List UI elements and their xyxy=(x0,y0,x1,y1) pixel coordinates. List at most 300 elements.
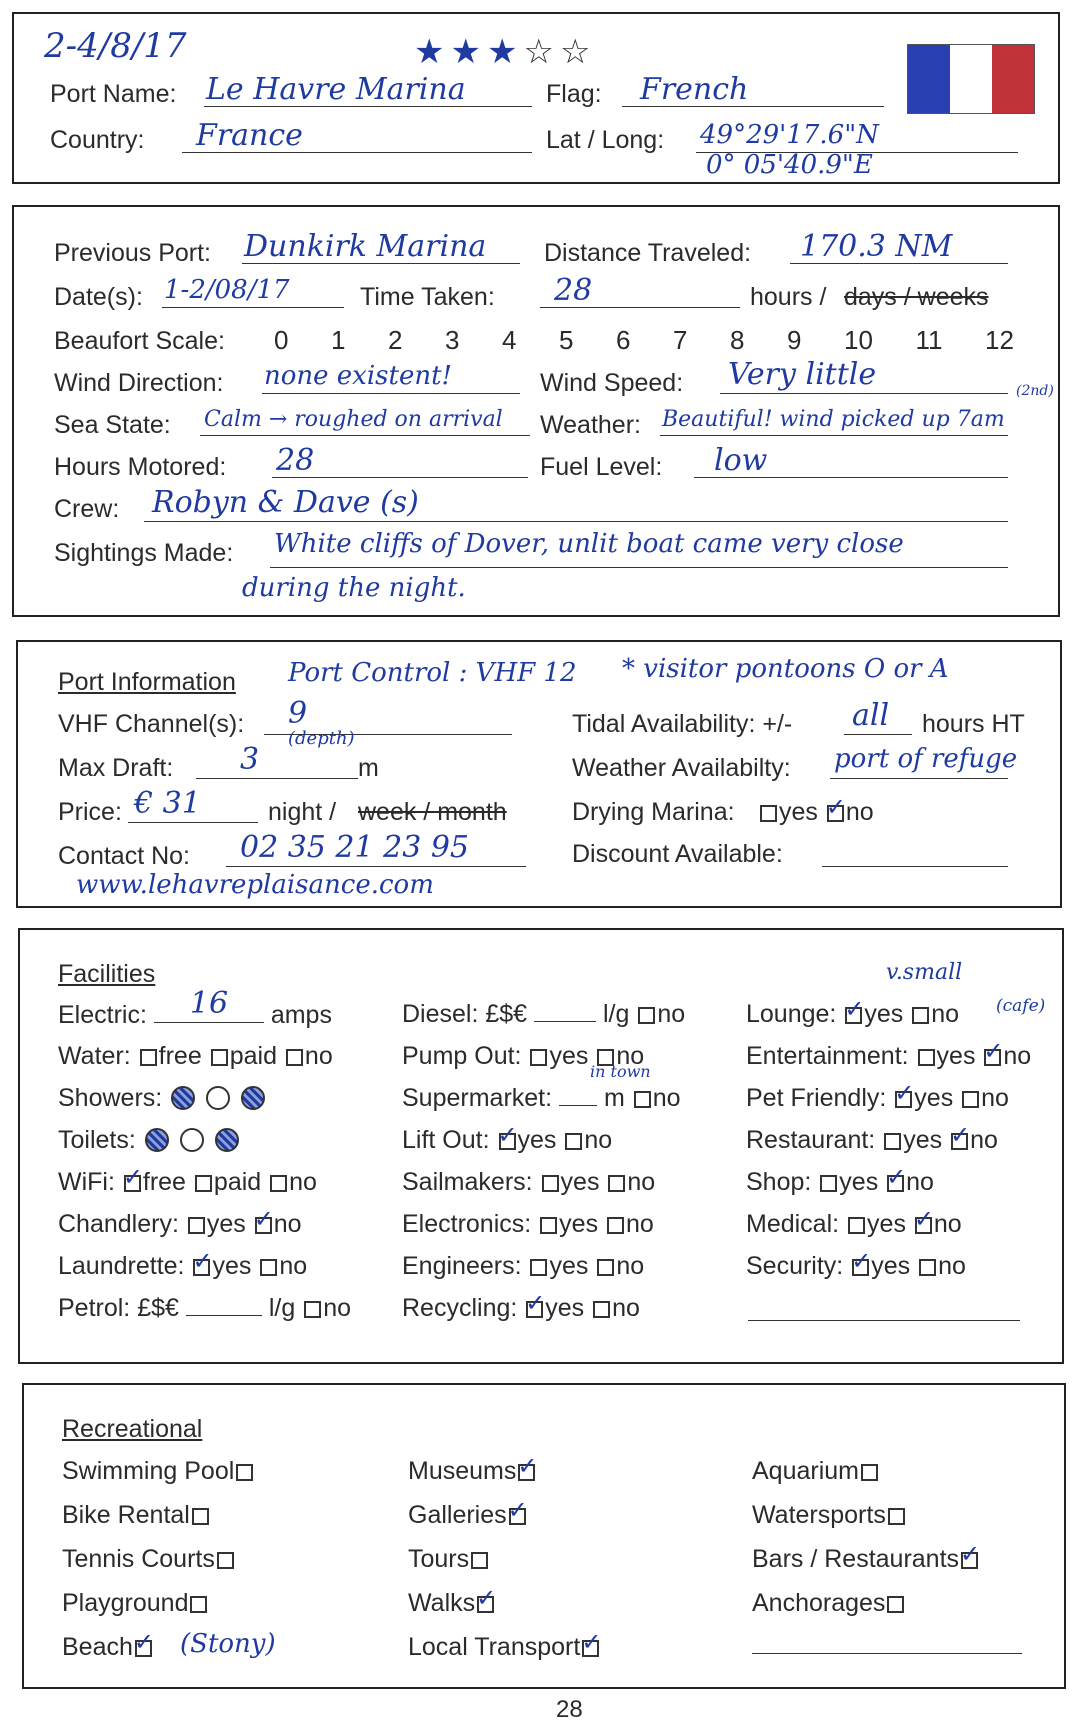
rec-item-bike-rental xyxy=(62,1501,211,1530)
shop-yes-checkbox[interactable] xyxy=(820,1175,837,1192)
recreational-blank-line xyxy=(752,1653,1022,1654)
shop-no-checkbox[interactable] xyxy=(887,1175,904,1192)
no-label: no xyxy=(981,1084,1009,1112)
free-label: free xyxy=(158,1042,202,1070)
recycling-label: Recycling: xyxy=(402,1294,518,1322)
hours-motored-line xyxy=(272,477,528,478)
country-label: Country: xyxy=(50,126,145,154)
engineers-yes-checkbox[interactable] xyxy=(530,1259,547,1276)
flag-line xyxy=(622,106,884,107)
yes-label: yes xyxy=(839,1168,879,1196)
recreational-box xyxy=(22,1383,1066,1689)
rec-label: Anchorages xyxy=(752,1589,886,1617)
rec-item-tours xyxy=(408,1545,490,1574)
country-line xyxy=(182,152,532,153)
rec-item-galleries xyxy=(408,1501,528,1530)
entertainment-yes-checkbox[interactable] xyxy=(918,1049,935,1066)
previous-port-value[interactable]: Dunkirk Marina xyxy=(244,229,487,264)
weather-label: Weather: xyxy=(540,411,641,439)
restaurant-yes-checkbox[interactable] xyxy=(884,1133,901,1150)
crew-line xyxy=(144,521,1008,522)
port-header-box xyxy=(12,12,1060,184)
max-draft-unit: m xyxy=(358,754,379,782)
facilities-heading: Facilities xyxy=(58,960,156,988)
bars-restaurants-checkbox[interactable] xyxy=(961,1552,978,1569)
yes-label: yes xyxy=(871,1252,911,1280)
no-label: no xyxy=(933,1210,962,1238)
star-empty-icon: ☆ xyxy=(523,32,560,72)
engineers-row xyxy=(402,1252,644,1281)
yes-label: yes xyxy=(779,798,818,826)
pump-out-yes-checkbox[interactable] xyxy=(530,1049,547,1066)
lounge-yes-checkbox[interactable] xyxy=(845,1007,862,1024)
latlong-label: Lat / Long: xyxy=(546,126,665,154)
star-icon: ★ xyxy=(450,32,487,72)
engineers-label: Engineers: xyxy=(402,1252,522,1280)
drying-marina-options xyxy=(758,798,874,827)
lg-label: l/g xyxy=(268,1294,296,1322)
sightings-line xyxy=(270,567,1008,568)
rating-stars[interactable] xyxy=(414,32,596,72)
time-taken-line xyxy=(540,307,740,308)
yes-label: yes xyxy=(867,1210,906,1238)
water-free-checkbox[interactable] xyxy=(140,1049,157,1066)
beaufort-3[interactable]: 3 xyxy=(445,325,460,355)
dates-line xyxy=(162,307,344,308)
toilets-neutral-face-icon[interactable] xyxy=(180,1128,204,1152)
tidal-availability-line xyxy=(844,734,912,735)
yes-label: yes xyxy=(914,1084,954,1112)
drying-marina-label: Drying Marina: xyxy=(572,798,735,826)
supermarket-no-checkbox[interactable] xyxy=(634,1091,651,1108)
beaufort-7[interactable]: 7 xyxy=(673,325,688,355)
discount-line xyxy=(822,866,1008,867)
rec-item-beach xyxy=(62,1633,154,1662)
rec-item-tennis-courts xyxy=(62,1545,236,1574)
yes-label: yes xyxy=(560,1168,600,1196)
paid-label: paid xyxy=(213,1168,262,1196)
electric-value[interactable]: 16 xyxy=(189,986,229,1021)
lift-out-label: Lift Out: xyxy=(402,1126,490,1154)
long-value[interactable]: 0° 05'40.9"E xyxy=(706,150,873,180)
weather-availability-value[interactable]: port of refuge xyxy=(834,744,1018,774)
showers-happy-face-icon[interactable] xyxy=(241,1086,265,1110)
yes-label: yes xyxy=(903,1126,943,1154)
yes-label: yes xyxy=(517,1126,557,1154)
previous-port-label: Previous Port: xyxy=(54,239,212,267)
flag-stripe-red xyxy=(992,45,1034,113)
supermarket-label: Supermarket: xyxy=(402,1084,553,1112)
port-name-label: Port Name: xyxy=(50,80,177,108)
lounge-no-checkbox[interactable] xyxy=(912,1007,929,1024)
yes-label: yes xyxy=(936,1042,976,1070)
fuel-level-value[interactable]: low xyxy=(714,443,768,478)
security-yes-checkbox[interactable] xyxy=(852,1259,869,1276)
no-label: no xyxy=(304,1042,333,1070)
electric-row xyxy=(58,986,332,1030)
shop-label: Shop: xyxy=(746,1168,812,1196)
aquarium-checkbox[interactable] xyxy=(861,1464,878,1481)
port-information-box xyxy=(16,640,1062,908)
water-no-checkbox[interactable] xyxy=(286,1049,303,1066)
yes-label: yes xyxy=(559,1210,599,1238)
flag-stripe-white xyxy=(950,45,992,113)
chandlery-yes-checkbox[interactable] xyxy=(188,1217,205,1234)
rec-item-museums xyxy=(408,1457,537,1486)
sailmakers-yes-checkbox[interactable] xyxy=(542,1175,559,1192)
medical-no-checkbox[interactable] xyxy=(915,1217,932,1234)
time-taken-value[interactable]: 28 xyxy=(554,273,593,308)
no-label: no xyxy=(323,1294,351,1322)
water-paid-checkbox[interactable] xyxy=(211,1049,228,1066)
distance-label: Distance Traveled: xyxy=(544,239,752,267)
no-label: no xyxy=(906,1168,934,1196)
port-name-value[interactable]: Le Havre Marina xyxy=(206,72,466,107)
no-label: no xyxy=(1003,1042,1032,1070)
country-flag xyxy=(907,44,1035,114)
tours-checkbox[interactable] xyxy=(471,1552,488,1569)
electric-field[interactable] xyxy=(154,986,264,1023)
vhf-channel-label: VHF Channel(s): xyxy=(58,710,245,738)
beaufort-6[interactable]: 6 xyxy=(616,325,631,355)
pump-out-label: Pump Out: xyxy=(402,1042,522,1070)
sea-state-line xyxy=(200,435,530,436)
no-label: no xyxy=(845,798,874,826)
country-value[interactable]: France xyxy=(196,118,303,153)
restaurant-row xyxy=(746,1126,998,1155)
entertainment-row xyxy=(746,1042,1031,1071)
shop-row xyxy=(746,1168,934,1197)
no-label: no xyxy=(279,1252,308,1280)
tidal-unit: hours HT xyxy=(922,710,1025,738)
port-control-note[interactable]: Port Control : VHF 12 xyxy=(288,658,577,688)
m-label: m xyxy=(603,1084,625,1112)
contact-number-value[interactable]: 02 35 21 23 95 xyxy=(240,830,470,865)
beaufort-8[interactable]: 8 xyxy=(730,325,745,355)
wind-direction-label: Wind Direction: xyxy=(54,369,224,397)
wind-speed-label: Wind Speed: xyxy=(540,369,684,397)
electric-unit: amps xyxy=(270,1001,332,1029)
beach-checkbox[interactable] xyxy=(135,1640,152,1657)
contact-number-line xyxy=(226,866,526,867)
wind-speed-line xyxy=(720,393,1008,394)
lift-out-row xyxy=(402,1126,612,1155)
recycling-row xyxy=(402,1294,640,1323)
chandlery-label: Chandlery: xyxy=(58,1210,179,1238)
price-unit-night: night / xyxy=(268,798,337,826)
tidal-availability-value[interactable]: all xyxy=(852,698,890,733)
no-label: no xyxy=(616,1252,645,1280)
electric-label: Electric: xyxy=(58,1001,147,1029)
star-icon: ★ xyxy=(414,32,451,72)
paid-label: paid xyxy=(229,1042,277,1070)
fuel-level-line xyxy=(694,477,1008,478)
no-label: no xyxy=(652,1084,681,1112)
beaufort-10[interactable]: 10 xyxy=(844,325,873,355)
price-line xyxy=(128,822,258,823)
wifi-free-checkbox[interactable] xyxy=(124,1175,141,1192)
contact-number-label: Contact No: xyxy=(58,842,191,870)
no-label: no xyxy=(938,1252,966,1280)
laundrette-row xyxy=(58,1252,307,1281)
chandlery-row xyxy=(58,1210,302,1239)
drying-yes-checkbox[interactable] xyxy=(760,805,777,822)
toilets-sad-face-icon[interactable] xyxy=(145,1128,169,1152)
yes-label: yes xyxy=(864,1000,904,1028)
rec-label: Walks xyxy=(408,1589,476,1617)
wifi-label: WiFi: xyxy=(58,1168,115,1196)
hours-motored-value[interactable]: 28 xyxy=(276,443,315,478)
bike-rental-checkbox[interactable] xyxy=(192,1508,209,1525)
weather-value[interactable]: Beautiful! wind picked up 7am xyxy=(662,407,1005,432)
website-value[interactable]: www.lehavreplaisance.com xyxy=(76,870,434,900)
electronics-yes-checkbox[interactable] xyxy=(540,1217,557,1234)
electronics-label: Electronics: xyxy=(402,1210,532,1238)
no-label: no xyxy=(626,1210,654,1238)
rec-item-anchorages xyxy=(752,1589,906,1618)
rec-label: Tennis Courts xyxy=(62,1545,215,1573)
sailmakers-label: Sailmakers: xyxy=(402,1168,533,1196)
rec-item-watersports xyxy=(752,1501,907,1530)
facilities-box xyxy=(18,928,1064,1364)
previous-port-line xyxy=(242,263,520,264)
medical-row xyxy=(746,1210,962,1239)
time-unit-hours: hours / xyxy=(750,283,827,311)
port-information-heading: Port Information xyxy=(58,668,236,696)
no-label: no xyxy=(627,1168,656,1196)
medical-yes-checkbox[interactable] xyxy=(848,1217,865,1234)
max-draft-line xyxy=(196,778,358,779)
rec-label: Bike Rental xyxy=(62,1501,190,1529)
wind-direction-line xyxy=(262,393,520,394)
yes-label: yes xyxy=(545,1294,585,1322)
discount-label: Discount Available: xyxy=(572,840,783,868)
petrol-no-checkbox[interactable] xyxy=(304,1301,321,1318)
rec-label: Museums xyxy=(408,1457,517,1485)
diesel-label: Diesel: £$€ xyxy=(402,1000,528,1028)
rec-label: Local Transport xyxy=(408,1633,581,1661)
rec-label: Galleries xyxy=(408,1501,507,1529)
pet-friendly-no-checkbox[interactable] xyxy=(962,1091,979,1108)
weather-line xyxy=(660,435,1008,436)
no-label: no xyxy=(584,1126,613,1154)
diesel-price-field[interactable] xyxy=(534,1001,596,1022)
sightings-label: Sightings Made: xyxy=(54,539,234,567)
tidal-availability-label: Tidal Availability: +/- xyxy=(572,710,793,738)
no-label: no xyxy=(273,1210,302,1238)
dates-value[interactable]: 1-2/08/17 xyxy=(164,275,290,305)
sightings-line-2[interactable]: during the night. xyxy=(242,573,466,603)
distance-line xyxy=(790,263,1008,264)
supermarket-distance-field[interactable] xyxy=(559,1085,597,1106)
recycling-yes-checkbox[interactable] xyxy=(526,1301,543,1318)
restaurant-label: Restaurant: xyxy=(746,1126,876,1154)
medical-label: Medical: xyxy=(746,1210,840,1238)
wind-speed-value[interactable]: Very little xyxy=(728,357,877,392)
price-value[interactable]: € 31 xyxy=(134,786,201,821)
voyage-box xyxy=(12,205,1060,617)
vhf-channel-value[interactable]: 9 xyxy=(288,696,308,731)
petrol-row xyxy=(58,1294,351,1323)
rec-label: Playground xyxy=(62,1589,189,1617)
sailmakers-no-checkbox[interactable] xyxy=(608,1175,625,1192)
museums-checkbox[interactable] xyxy=(518,1464,535,1481)
recreational-heading: Recreational xyxy=(62,1415,203,1443)
beaufort-0[interactable]: 0 xyxy=(274,325,289,355)
pet-friendly-label: Pet Friendly: xyxy=(746,1084,887,1112)
beaufort-scale xyxy=(274,325,1014,356)
weather-note[interactable]: (2nd) xyxy=(1016,383,1054,399)
laundrette-yes-checkbox[interactable] xyxy=(193,1259,210,1276)
visit-date[interactable]: 2-4/8/17 xyxy=(44,26,187,66)
beaufort-2[interactable]: 2 xyxy=(388,325,403,355)
yes-label: yes xyxy=(549,1042,589,1070)
no-label: no xyxy=(970,1126,998,1154)
lg-label: l/g xyxy=(602,1000,630,1028)
yes-label: yes xyxy=(212,1252,252,1280)
restaurant-no-checkbox[interactable] xyxy=(951,1133,968,1150)
walks-checkbox[interactable] xyxy=(477,1596,494,1613)
laundrette-label: Laundrette: xyxy=(58,1252,185,1280)
electronics-row xyxy=(402,1210,654,1239)
max-draft-note[interactable]: (depth) xyxy=(288,728,355,749)
time-unit-days: days / weeks xyxy=(844,283,989,311)
diesel-no-checkbox[interactable] xyxy=(638,1007,655,1024)
crew-value[interactable]: Robyn & Dave (s) xyxy=(152,485,419,520)
yes-label: yes xyxy=(206,1210,246,1238)
rec-item-aquarium xyxy=(752,1457,880,1486)
rec-label: Bars / Restaurants xyxy=(752,1545,960,1573)
rec-item-local-transport xyxy=(408,1633,601,1662)
beaufort-9[interactable]: 9 xyxy=(787,325,802,355)
rec-item-playground xyxy=(62,1589,209,1618)
local-transport-checkbox[interactable] xyxy=(582,1640,599,1657)
electronics-no-checkbox[interactable] xyxy=(607,1217,624,1234)
rec-item-walks xyxy=(408,1589,496,1618)
time-taken-label: Time Taken: xyxy=(360,283,495,311)
showers-sad-face-icon[interactable] xyxy=(171,1086,195,1110)
pet-friendly-row xyxy=(746,1084,1009,1113)
rec-item-swimming-pool xyxy=(62,1457,255,1486)
no-label: no xyxy=(289,1168,317,1196)
flag-stripe-blue xyxy=(908,45,950,113)
entertainment-label: Entertainment: xyxy=(746,1042,909,1070)
sea-state-label: Sea State: xyxy=(54,411,171,439)
max-draft-value[interactable]: 3 xyxy=(240,742,260,777)
distance-value[interactable]: 170.3 NM xyxy=(800,229,953,264)
laundrette-no-checkbox[interactable] xyxy=(260,1259,277,1276)
lounge-label: Lounge: xyxy=(746,1000,837,1028)
diesel-row xyxy=(402,1000,685,1029)
wifi-no-checkbox[interactable] xyxy=(270,1175,287,1192)
lounge-row xyxy=(746,1000,959,1029)
recycling-no-checkbox[interactable] xyxy=(593,1301,610,1318)
weather-availability-line xyxy=(830,778,1008,779)
wind-direction-value[interactable]: none existent! xyxy=(264,361,452,391)
lift-out-yes-checkbox[interactable] xyxy=(499,1133,516,1150)
rec-item-bars-restaurants xyxy=(752,1545,980,1574)
playground-checkbox[interactable] xyxy=(190,1596,207,1613)
supermarket-row xyxy=(402,1084,681,1113)
price-unit-other: week / month xyxy=(358,798,507,826)
rec-label: Tours xyxy=(408,1545,470,1573)
lat-value[interactable]: 49°29'17.6"N xyxy=(700,120,879,150)
no-label: no xyxy=(612,1294,640,1322)
beaufort-11[interactable]: 11 xyxy=(915,325,943,355)
price-label: Price: xyxy=(58,798,122,826)
facilities-blank-line xyxy=(748,1320,1020,1321)
beach-note[interactable]: (Stony) xyxy=(180,1629,276,1659)
weather-availability-label: Weather Availabilty: xyxy=(572,754,791,782)
page-number: 28 xyxy=(556,1696,583,1723)
water-row xyxy=(58,1042,333,1071)
entertainment-no-checkbox[interactable] xyxy=(984,1049,1001,1066)
hours-motored-label: Hours Motored: xyxy=(54,453,227,481)
max-draft-label: Max Draft: xyxy=(58,754,174,782)
tennis-courts-checkbox[interactable] xyxy=(217,1552,234,1569)
yes-label: yes xyxy=(549,1252,589,1280)
wifi-row xyxy=(58,1168,317,1197)
star-empty-icon: ☆ xyxy=(559,32,597,72)
no-label: no xyxy=(616,1042,645,1070)
toilets-label: Toilets: xyxy=(58,1126,136,1154)
beaufort-5[interactable]: 5 xyxy=(559,325,574,355)
visitor-pontoons-note[interactable]: * visitor pontoons O or A xyxy=(622,654,949,684)
pet-friendly-yes-checkbox[interactable] xyxy=(895,1091,912,1108)
supermarket-note[interactable]: in town xyxy=(590,1062,651,1081)
no-label: no xyxy=(931,1000,959,1028)
rec-label: Swimming Pool xyxy=(62,1457,235,1485)
security-row xyxy=(746,1252,966,1281)
chandlery-no-checkbox[interactable] xyxy=(255,1217,272,1234)
toilets-row xyxy=(58,1126,241,1155)
toilets-happy-face-icon[interactable] xyxy=(215,1128,239,1152)
sea-state-value[interactable]: Calm → roughed on arrival xyxy=(204,407,503,432)
engineers-no-checkbox[interactable] xyxy=(597,1259,614,1276)
petrol-price-field[interactable] xyxy=(186,1295,262,1316)
sailmakers-row xyxy=(402,1168,655,1197)
security-no-checkbox[interactable] xyxy=(919,1259,936,1276)
lift-out-no-checkbox[interactable] xyxy=(565,1133,582,1150)
rec-label: Aquarium xyxy=(752,1457,859,1485)
lounge-note-2[interactable]: (cafe) xyxy=(996,996,1046,1016)
beaufort-label: Beaufort Scale: xyxy=(54,327,225,355)
watersports-checkbox[interactable] xyxy=(888,1508,905,1525)
showers-row xyxy=(58,1084,267,1113)
port-name-line xyxy=(204,106,532,107)
wifi-paid-checkbox[interactable] xyxy=(195,1175,212,1192)
drying-no-checkbox[interactable] xyxy=(827,805,844,822)
galleries-checkbox[interactable] xyxy=(509,1508,526,1525)
fuel-level-label: Fuel Level: xyxy=(540,453,663,481)
showers-label: Showers: xyxy=(58,1084,163,1112)
anchorages-checkbox[interactable] xyxy=(887,1596,904,1613)
rec-label: Watersports xyxy=(752,1501,886,1529)
free-label: free xyxy=(142,1168,186,1196)
beaufort-1[interactable]: 1 xyxy=(331,325,346,355)
petrol-label: Petrol: £$€ xyxy=(58,1294,179,1322)
beaufort-12[interactable]: 12 xyxy=(984,325,1014,355)
sightings-line-1[interactable]: White cliffs of Dover, unlit boat came very close xyxy=(274,529,904,559)
star-icon: ★ xyxy=(486,32,524,72)
beaufort-4[interactable]: 4 xyxy=(502,325,517,355)
flag-value[interactable]: French xyxy=(640,72,749,107)
no-label: no xyxy=(657,1000,686,1028)
water-label: Water: xyxy=(58,1042,131,1070)
swimming-pool-checkbox[interactable] xyxy=(236,1464,253,1481)
lounge-note[interactable]: v.small xyxy=(886,960,963,985)
showers-neutral-face-icon[interactable] xyxy=(206,1086,230,1110)
